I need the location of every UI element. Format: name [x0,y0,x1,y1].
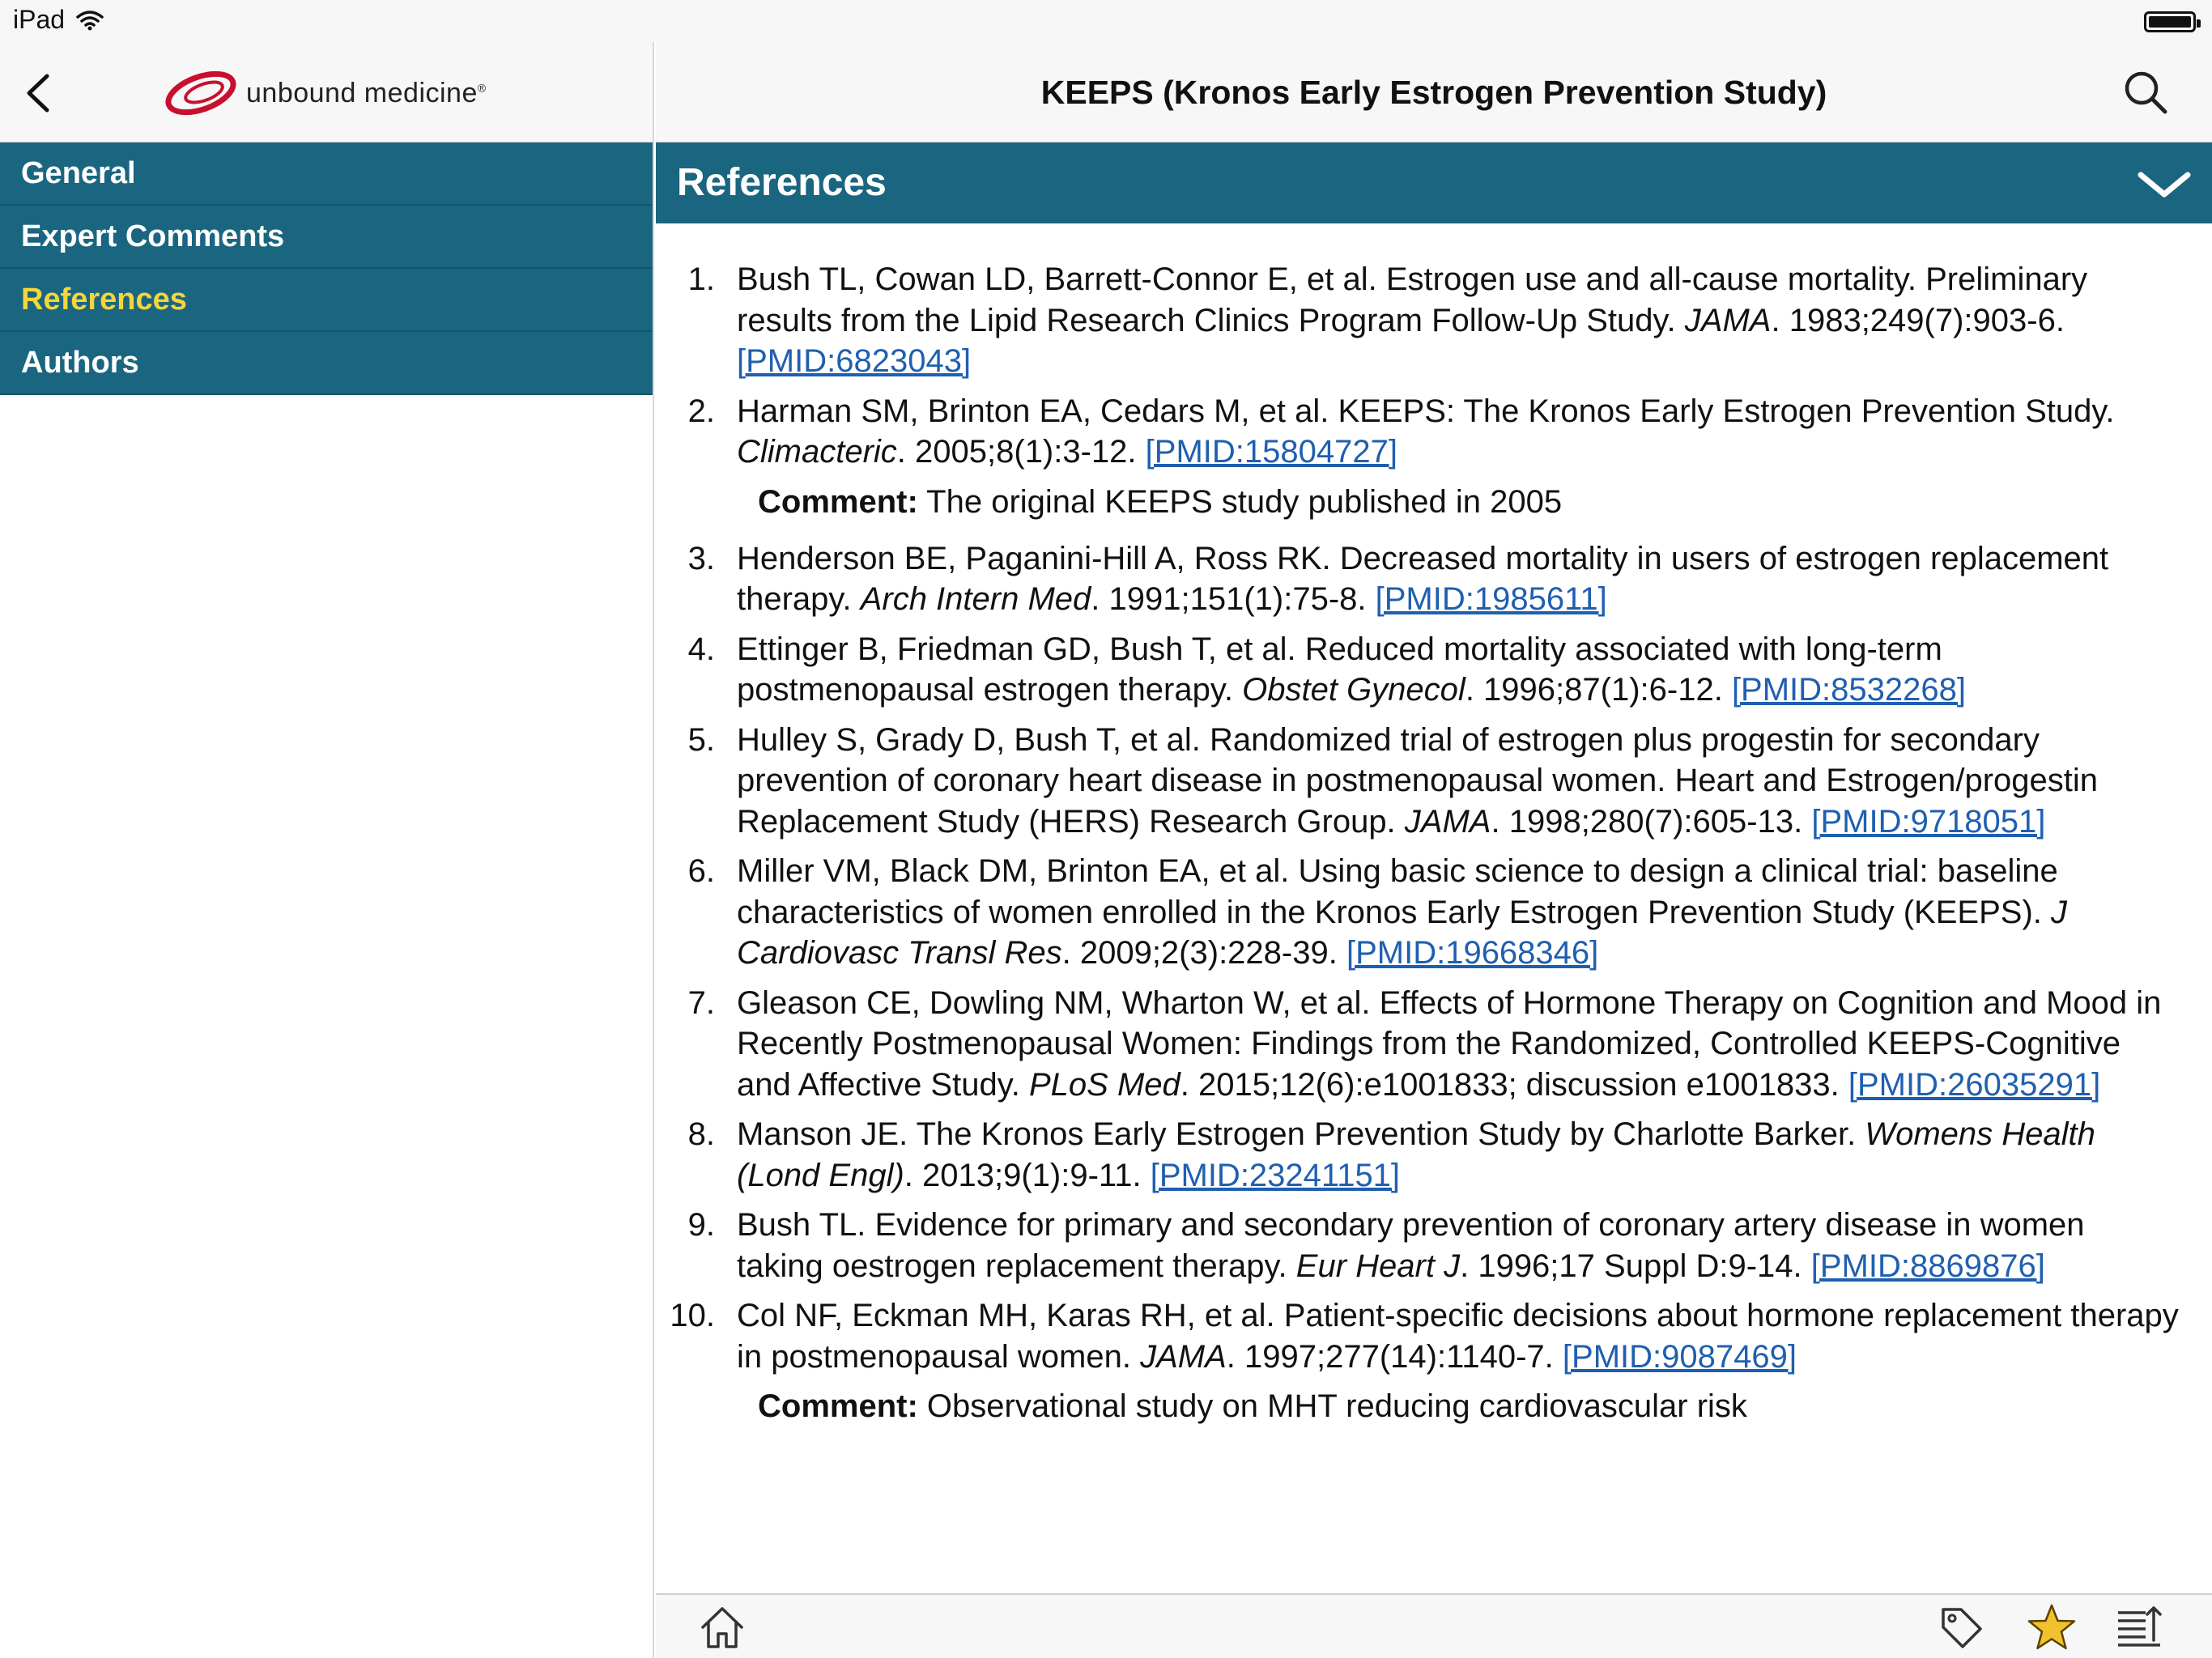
reference-number: 9. [687,1207,715,1243]
reference-text: Gleason CE, Dowling NM, Wharton W, et al. Effects of Hormone Therapy on Cognition and Mood in Recently Postmenopausal Women: Findings from the Randomized, Controlled KEEPS-Cognitive and Affective Study. [737,984,2162,1103]
reference-text: Henderson BE, Paganini-Hill A, Ross RK. Decreased mortality in users of estrogen replacement therapy. [737,540,2109,617]
reference-number: 5. [687,721,715,758]
reference-journal: JAMA [1684,302,1772,338]
reference-journal: JAMA [1140,1338,1227,1375]
reference-citation: . 2009;2(3):228-39. [1061,935,1338,971]
reference-item [656,538,2212,620]
chevron-down-icon[interactable] [2136,168,2193,201]
pmid-link[interactable]: [PMID:23241151] [1150,1157,1401,1193]
reference-text: Manson JE. The Kronos Early Estrogen Prevention Study by Charlotte Barker. [737,1116,1857,1152]
main-panel [656,42,2212,1658]
reference-journal: Womens Health (Lond Engl) [737,1116,2095,1193]
comment-label: Comment: [758,1388,918,1424]
pmid-link[interactable]: [PMID:19668346] [1346,935,1599,971]
reference-citation: . 2005;8(1):3-12. [896,434,1137,470]
reference-item [656,391,2212,473]
sidebar-item-authors[interactable]: Authors [0,332,653,395]
reference-number: 1. [687,261,715,297]
reference-citation: . 1991;151(1):75-8. [1091,581,1367,617]
pmid-link[interactable]: [PMID:6823043] [737,343,972,379]
references-list [656,259,2212,1443]
reference-citation: . 2015;12(6):e1001833; discussion e1001833. [1180,1066,1840,1103]
tag-icon[interactable] [1935,1601,1987,1653]
reference-text: Harman SM, Brinton EA, Cedars M, et al. KEEPS: The Kronos Early Estrogen Prevention Study. [737,393,2115,429]
reference-item [656,720,2212,843]
reference-journal: Eur Heart J [1295,1248,1461,1284]
sidebar-item-general[interactable]: General [0,142,653,206]
reference-number: 3. [687,540,715,576]
reference-citation: . 2013;9(1):9-11. [904,1157,1142,1193]
section-title: References [677,161,887,204]
sidebar-item-expert-comments[interactable]: Expert Comments [0,206,653,269]
battery-icon [2144,11,2196,32]
comment-text: Observational study on MHT reducing cardiovascular risk [917,1388,1747,1424]
reference-text: Bush TL, Cowan LD, Barrett-Connor E, et al. Estrogen use and all-cause mortality. Preliminary results from the Lipid Research Clinics Program Follow-Up Study. [737,261,2088,338]
home-icon[interactable] [696,1601,748,1653]
pmid-link[interactable]: [PMID:1985611] [1375,581,1607,617]
pmid-link[interactable]: [PMID:8869876] [1810,1248,2045,1284]
device-name: iPad [13,5,66,34]
logo-swoosh-icon [162,67,240,119]
reference-comment [656,482,2212,522]
pmid-link[interactable]: [PMID:9087469] [1562,1338,1797,1375]
pmid-link[interactable]: [PMID:8532268] [1731,672,1966,708]
sidebar-item-references[interactable]: References [0,269,653,332]
references-content[interactable] [656,223,2212,1593]
status-left [13,5,104,35]
reference-comment [656,1386,2212,1426]
sidebar-header [0,42,653,142]
pmid-link[interactable]: [PMID:9718051] [1811,803,2046,840]
bottom-toolbar [656,1593,2212,1658]
section-header-references[interactable] [656,142,2212,223]
pmid-link[interactable]: [PMID:26035291] [1848,1066,2101,1103]
reference-journal: Climacteric [737,434,897,470]
reference-item [656,983,2212,1106]
comment-label: Comment: [758,483,918,520]
outline-icon[interactable] [2113,1601,2165,1653]
reference-citation: . 1983;249(7):903-6. [1771,302,2065,338]
reference-number: 6. [687,853,715,889]
reference-journal: PLoS Med [1029,1066,1180,1103]
pmid-link[interactable]: [PMID:15804727] [1145,434,1397,470]
reference-journal: Obstet Gynecol [1242,672,1465,708]
reference-number: 4. [687,631,715,667]
reference-item [656,1295,2212,1377]
logo-text: unbound medicine® [246,77,487,108]
reference-number: 7. [687,984,715,1021]
reference-citation: . 1997;277(14):1140-7. [1226,1338,1554,1375]
reference-citation: . 1998;280(7):605-13. [1491,803,1803,840]
reference-item [656,259,2212,382]
reference-item [656,1205,2212,1286]
main-header [656,42,2212,142]
page-title: KEEPS (Kronos Early Estrogen Prevention Study) [1040,74,1827,111]
reference-item [656,851,2212,974]
unbound-medicine-logo [162,65,487,121]
comment-text: The original KEEPS study published in 2005 [917,483,1563,520]
reference-citation: . 1996;17 Suppl D:9-14. [1460,1248,1802,1284]
reference-item [656,629,2212,711]
reference-number: 8. [687,1116,715,1152]
reference-text: Bush TL. Evidence for primary and secondary prevention of coronary artery disease in women taking oestrogen replacement therapy. [737,1207,2085,1284]
reference-text: Miller VM, Black DM, Brinton EA, et al. Using basic science to design a clinical trial: baseline characteristics of women enrolled in the Kronos Early Estrogen Prevention Study (KEEPS). [737,853,2058,930]
reference-number: 10. [670,1298,715,1333]
reference-number: 2. [687,393,715,429]
search-icon[interactable] [2121,68,2170,117]
reference-text: Hulley S, Grady D, Bush T, et al. Randomized trial of estrogen plus progestin for secondary prevention of coronary heart disease in postmenopausal women. Heart and Estrogen/progestin Replacement Study (HERS) Research Group. [737,721,2098,840]
chevron-left-icon[interactable] [15,66,63,120]
reference-text: Ettinger B, Friedman GD, Bush T, et al. Reduced mortality associated with long-term postmenopausal estrogen therapy. [737,631,1942,708]
sidebar [0,42,654,1658]
reference-text: Col NF, Eckman MH, Karas RH, et al. Patient-specific decisions about hormone replacement therapy in postmenopausal women. [737,1298,2179,1375]
reference-item [656,1114,2212,1196]
reference-citation: . 1996;87(1):6-12. [1465,672,1723,708]
wifi-icon [76,10,104,31]
sidebar-nav [0,142,653,395]
reference-journal: J Cardiovasc Transl Res [737,894,2067,971]
reference-journal: JAMA [1404,803,1491,840]
status-bar [0,0,2212,42]
reference-journal: Arch Intern Med [860,581,1091,617]
star-icon[interactable] [2026,1601,2078,1653]
